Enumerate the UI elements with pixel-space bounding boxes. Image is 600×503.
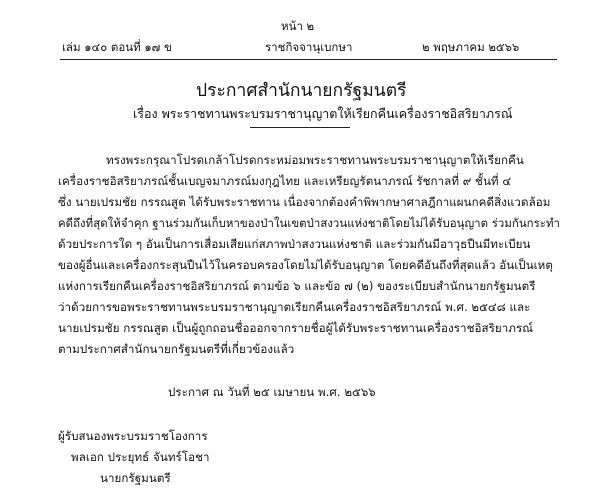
volume-info: เล่ม ๑๔๐ ตอนที่ ๑๗ ข [62,40,172,54]
document-title: ประกาศสำนักนายกรัฐมนตรี [196,81,407,101]
signature-role: ผู้รับสนองพระบรมราชโองการ [58,429,208,443]
signatory-position: นายกรัฐมนตรี [100,471,171,485]
body-line-4: คดีถึงที่สุดให้จำคุก ฐานร่วมกันเก็บหาของป่าในเขตป่าสงวนแห่งชาติโดยไม่ได้รับอนุญาต ร่วมกันกระทำ [58,216,560,230]
body-line-2: เครื่องราชอิสริยาภรณ์ชั้นเบญจมาภรณ์มงกุฎไทย และเหรียญรัตนาภรณ์ รัชกาลที่ ๙ ชั้นที่ ๔ [58,174,512,188]
body-line-5: ด้วยประการใด ๆ อันเป็นการเสื่อมเสียแก่สภาพป่าสงวนแห่งชาติ และร่วมกันมีอาวุธปืนมีทะเบียน [58,237,531,251]
body-line-10: ตามประกาศสำนักนายกรัฐมนตรีที่เกี่ยวข้องแล้ว [58,342,295,356]
signatory-name: พลเอก ประยุทธ์ จันทร์โอชา [71,450,210,464]
header-rule [60,59,557,60]
gazette-name: ราชกิจจานุเบกษา [265,40,353,54]
announcement-date: ประกาศ ณ วันที่ ๒๕ เมษายน พ.ศ. ๒๕๖๖ [168,385,376,399]
body-line-9: นายเปรมชัย กรรณสูต เป็นผู้ถูกถอนชื่อออกจากรายชื่อผู้ได้รับพระราชทานเครื่องราชอิสริยาภรณ์ [58,321,534,335]
body-line-8: ว่าด้วยการขอพระราชทานพระบรมราชานุญาตเรียกคืนเครื่องราชอิสริยาภรณ์ พ.ศ. ๒๕๔๘ และ [58,300,531,314]
body-line-7: แห่งการเรียกคืนเครื่องราชอิสริยาภรณ์ ตามข้อ ๖ และข้อ ๗ (๒) ของระเบียบสำนักนายกรัฐมนตรี [58,279,536,293]
subject-rule [250,127,350,128]
publication-date: ๒ พฤษภาคม ๒๕๖๖ [422,40,520,54]
body-line-3: ซึ่ง นายเปรมชัย กรรณสูต ได้รับพระราชทาน เนื่องจากต้องคำพิพากษาศาลฎีกาแผนกคดีสิ่งแวดล้อม [58,195,551,209]
body-line-6: ของผู้อื่นและเครื่องกระสุนปืนไว้ในครอบครองโดยไม่ได้รับอนุญาต โดยคดีอันถึงที่สุดแล้ว อันเป็นเหตุ [58,258,553,272]
document-subject: เรื่อง พระราชทานพระบรมราชานุญาตให้เรียกคืนเครื่องราชอิสริยาภรณ์ [133,106,513,121]
page-number: หน้า ๒ [281,19,315,33]
body-line-1: ทรงพระกรุณาโปรดเกล้าโปรดกระหม่อมพระราชทานพระบรมราชานุญาตให้เรียกคืน [106,153,524,167]
